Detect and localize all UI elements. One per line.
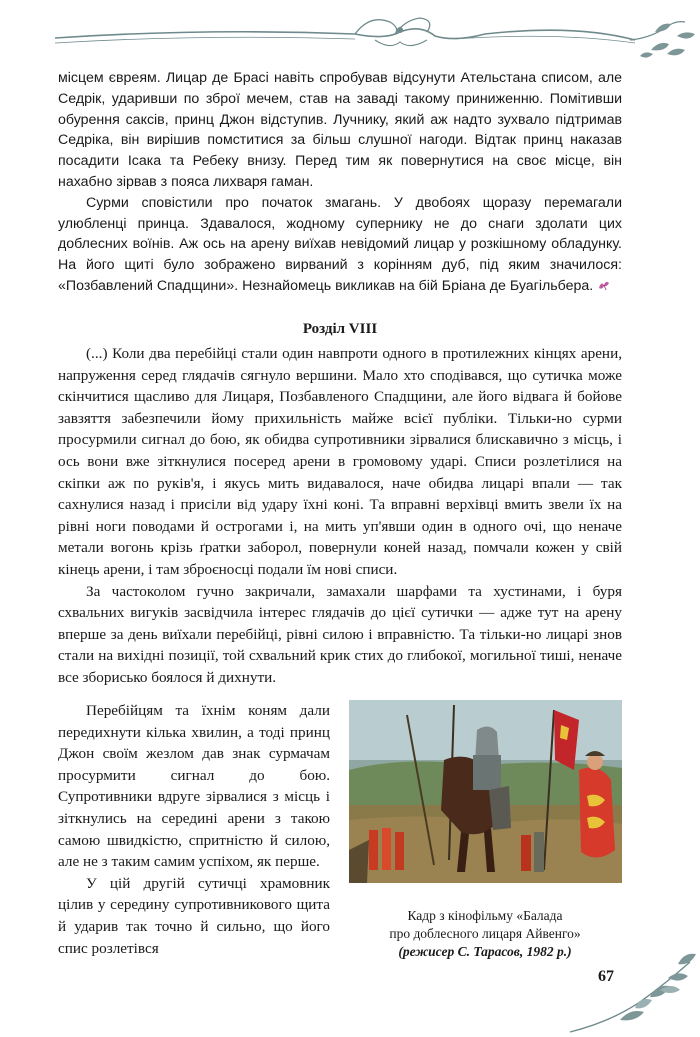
chapter-paragraph-2: За частоколом гучно закричали, замахали шарфами та хустинами, і буря схвальних вигуків засвідчила інтерес глядачів до цієї сутички — адже тут на арену вперше за день виїхали перебійці, рівні силою і вправністю. Та тільки-но лицарі знов стали на вихідні позиції, той схвальний крик стих до глибокої, могильної тиші, неначе все зборисько боялося й дихнути. xyxy=(58,582,622,686)
intro-paragraph-1: місцем євреям. Лицар де Брасі навіть спробував відсунути Ательстана списом, але Седрік, ударивши по зброї мечем, став на заваді такому приниженню. Помітивши обурення саксів, принц Джон відступив. Лучнику, який аж надто зухвало підтримав Седріка, він вирішив помститися за більш слушної нагоди. Відтак принц наказав посадити Ісака та Ребеку внизу. Перед тим як повернутися на своє місце, він нахабно зірвав з пояса лихваря гаман. xyxy=(58,70,622,190)
chapter-title: Розділ VIII xyxy=(302,321,378,337)
column-paragraph-2: У цій другій сутичці храмовник цілив у середину супротивникового щита й ударив так точно й сильно, що його спис розлетівся xyxy=(58,874,330,957)
caption-director: (режисер С. Тарасов, 1982 р.) xyxy=(398,944,572,959)
chapter-text xyxy=(58,343,622,689)
footer-ornament-icon xyxy=(560,942,700,1037)
column-text xyxy=(58,700,330,959)
film-still-image xyxy=(349,700,622,883)
chapter-paragraph-1: (...) Коли два перебійці стали один навпроти одного в протилежних кінцях арени, напруження серед глядачів сягнуло вершини. Мало хто сподівався, що сутичка може скінчитися щасливо для Лицаря, Позбавленого Спадщини, але його відвага й бойове завзяття забезпечили йому прихильність майже всієї публіки. Тільки-но сурми просурмили сигнал до бою, як обидва супротивники зірвалися блискавично з місць, і ось вони вже зіткнулися посеред арени в громовому ударі. Списи розлетілися на скіпки аж по руків'я, і якусь мить видавалося, наче обидва лицарі впали — так сахнулися назад і присіли від удару їхні коні. Та вправні верхівці вмить звели їх на рівні ноги поводами й острогами і, на мить уп'явши один в одного очі, що неначе метали вогонь крізь ґратки заборол, повернули коней назад, помчали кожен у свій кінець арени, і там зброєносці подали їм нові списи. xyxy=(58,345,622,578)
page-number: 67 xyxy=(598,968,614,985)
header-ornament-icon xyxy=(55,10,700,70)
column-paragraph-1: Перебійцям та їхнім коням дали передихнути кілька хвилин, а тоді принц Джон своїм жезлом дав знак сурмачам просурмити сигнал до бою. Супротивники вдруге зірвалися з місць і зіткнулись на середині арени з такою самою швидкістю, спритністю й силою, але не з таким самим успіхом, як перше. xyxy=(58,702,330,871)
film-still-illustration xyxy=(349,700,622,883)
intro-paragraph-2: Сурми сповістили про початок змагань. У двобоях щоразу перемагали улюбленці принца. Здавалося, жодному супернику не до снаги здолати цих доблесних воїнів. Аж ось на арену виїхав невідомий лицар у розкішному обладунку. На його щиті було зображено вирваний з корінням дуб, під яким значилося: «Позбавлений Спадщини». Незнайомець викликав на бій Бріана де Буагільбера. xyxy=(58,194,622,294)
intro-text xyxy=(58,68,622,297)
flower-icon xyxy=(597,279,611,291)
caption-line-1: Кадр з кінофільму «Балада xyxy=(407,908,563,923)
caption-line-2: про доблесного лицаря Айвенго» xyxy=(389,926,581,941)
